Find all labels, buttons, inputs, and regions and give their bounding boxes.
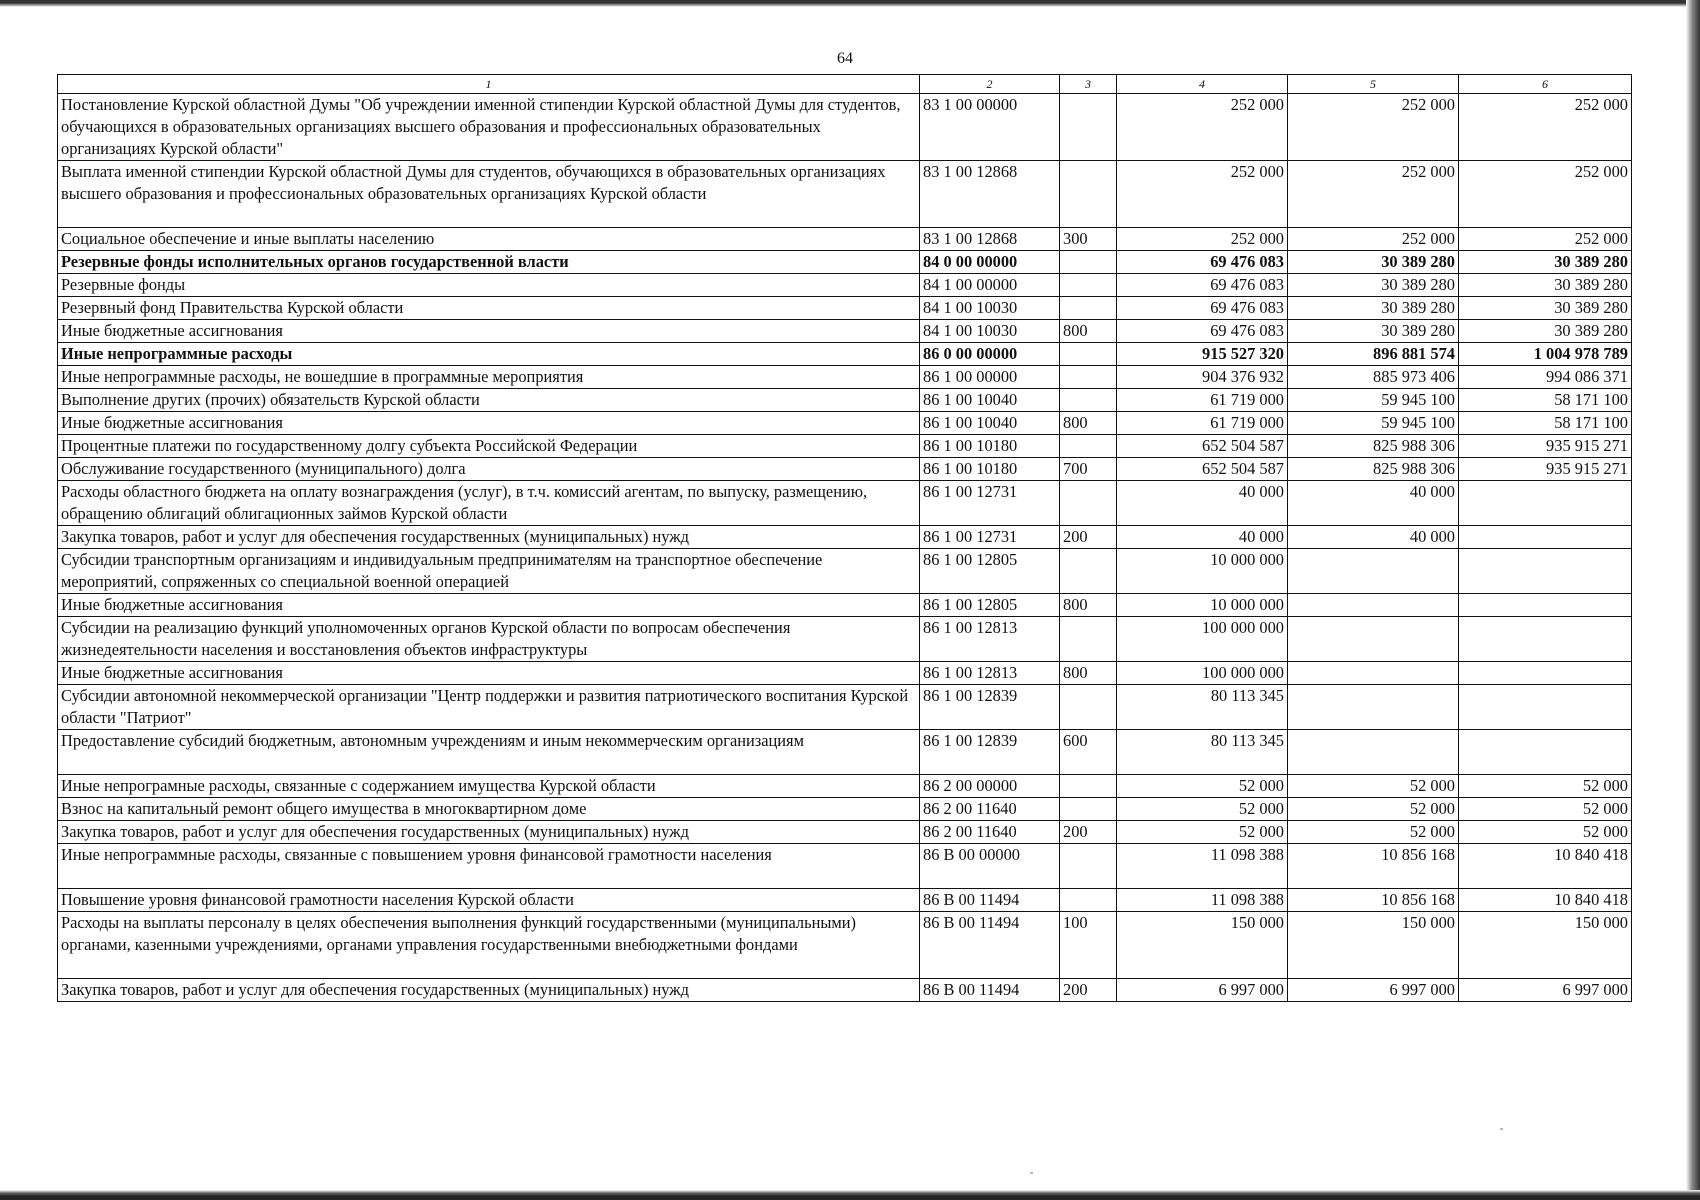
row-code-cell: 86 1 00 12805 (920, 549, 1060, 594)
table-row (58, 912, 1632, 979)
table-row (58, 435, 1632, 458)
row-amount-col5-cell: 30 389 280 (1288, 274, 1459, 297)
row-expense-type-cell (1060, 617, 1117, 662)
row-amount-col6-cell: 52 000 (1459, 821, 1632, 844)
row-name-cell: Выполнение других (прочих) обязательств Курской области (58, 389, 920, 412)
row-amount-col5-cell (1288, 594, 1459, 617)
column-number: 1 (58, 75, 920, 94)
row-amount-col5-cell: 40 000 (1288, 526, 1459, 549)
row-amount-col4-cell: 52 000 (1117, 798, 1288, 821)
row-amount-col4-cell: 252 000 (1117, 161, 1288, 228)
row-amount-col6-cell: 6 997 000 (1459, 979, 1632, 1002)
row-amount-col4-cell: 100 000 000 (1117, 662, 1288, 685)
row-amount-col4-cell: 652 504 587 (1117, 458, 1288, 481)
row-code-cell: 86 В 00 00000 (920, 844, 1060, 889)
row-expense-type-cell (1060, 343, 1117, 366)
row-amount-col6-cell: 10 840 418 (1459, 889, 1632, 912)
row-amount-col4-cell: 61 719 000 (1117, 389, 1288, 412)
table-row (58, 94, 1632, 161)
row-amount-col6-cell (1459, 594, 1632, 617)
row-amount-col5-cell: 10 856 168 (1288, 844, 1459, 889)
row-expense-type-cell: 200 (1060, 979, 1117, 1002)
row-amount-col5-cell: 30 389 280 (1288, 320, 1459, 343)
table-row (58, 274, 1632, 297)
row-amount-col4-cell: 40 000 (1117, 526, 1288, 549)
row-amount-col6-cell: 52 000 (1459, 798, 1632, 821)
row-name-cell: Процентные платежи по государственному долгу субъекта Российской Федерации (58, 435, 920, 458)
table-row (58, 821, 1632, 844)
row-amount-col5-cell: 52 000 (1288, 798, 1459, 821)
table-row (58, 389, 1632, 412)
row-code-cell: 86 1 00 12731 (920, 526, 1060, 549)
row-expense-type-cell (1060, 549, 1117, 594)
row-code-cell: 84 1 00 10030 (920, 297, 1060, 320)
row-amount-col6-cell: 994 086 371 (1459, 366, 1632, 389)
row-code-cell: 86 1 00 10180 (920, 435, 1060, 458)
row-code-cell: 83 1 00 00000 (920, 94, 1060, 161)
row-amount-col5-cell: 52 000 (1288, 775, 1459, 798)
row-amount-col5-cell: 825 988 306 (1288, 435, 1459, 458)
row-expense-type-cell: 700 (1060, 458, 1117, 481)
scan-edge-top (0, 0, 1700, 7)
row-code-cell: 86 1 00 10040 (920, 412, 1060, 435)
column-number: 4 (1117, 75, 1288, 94)
scan-speck (1500, 1128, 1503, 1130)
scan-edge-right (1686, 0, 1700, 1200)
row-amount-col5-cell: 825 988 306 (1288, 458, 1459, 481)
row-amount-col5-cell: 150 000 (1288, 912, 1459, 979)
row-amount-col6-cell: 30 389 280 (1459, 320, 1632, 343)
column-number-row (58, 75, 1632, 94)
row-amount-col4-cell: 69 476 083 (1117, 320, 1288, 343)
row-expense-type-cell (1060, 389, 1117, 412)
row-amount-col4-cell: 69 476 083 (1117, 297, 1288, 320)
table-body (58, 94, 1632, 1002)
row-amount-col4-cell: 69 476 083 (1117, 251, 1288, 274)
row-expense-type-cell (1060, 685, 1117, 730)
row-amount-col4-cell: 904 376 932 (1117, 366, 1288, 389)
table-row (58, 889, 1632, 912)
row-amount-col4-cell: 252 000 (1117, 94, 1288, 161)
row-expense-type-cell (1060, 251, 1117, 274)
row-amount-col4-cell: 52 000 (1117, 775, 1288, 798)
row-expense-type-cell (1060, 435, 1117, 458)
row-code-cell: 86 1 00 12805 (920, 594, 1060, 617)
table-row (58, 320, 1632, 343)
row-code-cell: 86 1 00 12731 (920, 481, 1060, 526)
row-amount-col6-cell: 10 840 418 (1459, 844, 1632, 889)
row-amount-col5-cell (1288, 617, 1459, 662)
row-expense-type-cell (1060, 481, 1117, 526)
row-expense-type-cell: 200 (1060, 526, 1117, 549)
row-code-cell: 86 2 00 11640 (920, 821, 1060, 844)
row-expense-type-cell: 800 (1060, 320, 1117, 343)
row-expense-type-cell: 100 (1060, 912, 1117, 979)
column-number: 3 (1060, 75, 1117, 94)
row-amount-col6-cell: 30 389 280 (1459, 274, 1632, 297)
row-name-cell: Предоставление субсидий бюджетным, автономным учреждениям и иным некоммерческим организациям (58, 730, 920, 775)
row-amount-col4-cell: 40 000 (1117, 481, 1288, 526)
row-code-cell: 83 1 00 12868 (920, 161, 1060, 228)
row-amount-col4-cell: 10 000 000 (1117, 594, 1288, 617)
row-amount-col5-cell: 252 000 (1288, 161, 1459, 228)
table-row (58, 775, 1632, 798)
row-code-cell: 84 1 00 00000 (920, 274, 1060, 297)
table-row (58, 549, 1632, 594)
row-amount-col6-cell (1459, 730, 1632, 775)
row-expense-type-cell (1060, 798, 1117, 821)
row-name-cell: Расходы на выплаты персоналу в целях обеспечения выполнения функций государственными (муниципальными) органами, казенными учреждениями, органами управления государственными внебюджетными фондами (58, 912, 920, 979)
row-amount-col6-cell: 150 000 (1459, 912, 1632, 979)
row-code-cell: 86 1 00 12839 (920, 730, 1060, 775)
row-name-cell: Выплата именной стипендии Курской областной Думы для студентов, обучающихся в образовательных организациях высшего образования и профессиональных образовательных организациях Курской области (58, 161, 920, 228)
row-amount-col5-cell: 896 881 574 (1288, 343, 1459, 366)
row-amount-col4-cell: 252 000 (1117, 228, 1288, 251)
row-amount-col5-cell: 6 997 000 (1288, 979, 1459, 1002)
row-code-cell: 86 1 00 00000 (920, 366, 1060, 389)
row-amount-col4-cell: 915 527 320 (1117, 343, 1288, 366)
table-row (58, 730, 1632, 775)
row-code-cell: 86 1 00 10180 (920, 458, 1060, 481)
row-code-cell: 86 1 00 10040 (920, 389, 1060, 412)
row-amount-col4-cell: 100 000 000 (1117, 617, 1288, 662)
table-row (58, 161, 1632, 228)
row-amount-col6-cell: 58 171 100 (1459, 389, 1632, 412)
table-row (58, 662, 1632, 685)
row-name-cell: Повышение уровня финансовой грамотности населения Курской области (58, 889, 920, 912)
row-amount-col5-cell: 10 856 168 (1288, 889, 1459, 912)
row-code-cell: 86 2 00 11640 (920, 798, 1060, 821)
row-amount-col5-cell: 59 945 100 (1288, 389, 1459, 412)
row-amount-col4-cell: 80 113 345 (1117, 685, 1288, 730)
row-expense-type-cell (1060, 889, 1117, 912)
row-name-cell: Иные бюджетные ассигнования (58, 412, 920, 435)
table-row (58, 481, 1632, 526)
row-name-cell: Обслуживание государственного (муниципального) долга (58, 458, 920, 481)
row-name-cell: Взнос на капитальный ремонт общего имущества в многоквартирном доме (58, 798, 920, 821)
row-amount-col6-cell (1459, 662, 1632, 685)
row-amount-col6-cell: 30 389 280 (1459, 297, 1632, 320)
row-amount-col4-cell: 80 113 345 (1117, 730, 1288, 775)
row-amount-col4-cell: 10 000 000 (1117, 549, 1288, 594)
table-row (58, 617, 1632, 662)
row-amount-col5-cell (1288, 685, 1459, 730)
row-code-cell: 86 1 00 12839 (920, 685, 1060, 730)
column-number: 5 (1288, 75, 1459, 94)
row-name-cell: Расходы областного бюджета на оплату вознаграждения (услуг), в т.ч. комиссий агентам, по выпуску, размещению, обращению облигаций облигационных займов Курской области (58, 481, 920, 526)
row-amount-col6-cell (1459, 526, 1632, 549)
row-name-cell: Субсидии автономной некоммерческой организации "Центр поддержки и развития патриотического воспитания Курской области "Патриот" (58, 685, 920, 730)
row-amount-col4-cell: 11 098 388 (1117, 844, 1288, 889)
row-name-cell: Закупка товаров, работ и услуг для обеспечения государственных (муниципальных) нужд (58, 979, 920, 1002)
budget-table (57, 74, 1632, 1002)
row-name-cell: Резервные фонды исполнительных органов государственной власти (58, 251, 920, 274)
row-amount-col4-cell: 150 000 (1117, 912, 1288, 979)
row-amount-col6-cell: 30 389 280 (1459, 251, 1632, 274)
table-row (58, 594, 1632, 617)
row-expense-type-cell: 200 (1060, 821, 1117, 844)
row-name-cell: Иные непрограммные расходы, не вошедшие в программные мероприятия (58, 366, 920, 389)
row-amount-col4-cell: 52 000 (1117, 821, 1288, 844)
table-row (58, 979, 1632, 1002)
row-amount-col5-cell (1288, 549, 1459, 594)
row-amount-col5-cell: 59 945 100 (1288, 412, 1459, 435)
row-amount-col5-cell: 52 000 (1288, 821, 1459, 844)
row-code-cell: 86 1 00 12813 (920, 662, 1060, 685)
row-amount-col5-cell (1288, 730, 1459, 775)
table-row (58, 366, 1632, 389)
row-expense-type-cell (1060, 844, 1117, 889)
row-code-cell: 86 В 00 11494 (920, 979, 1060, 1002)
table-row (58, 412, 1632, 435)
row-amount-col6-cell: 58 171 100 (1459, 412, 1632, 435)
row-amount-col6-cell: 252 000 (1459, 161, 1632, 228)
row-expense-type-cell (1060, 297, 1117, 320)
row-amount-col6-cell (1459, 549, 1632, 594)
row-name-cell: Иные бюджетные ассигнования (58, 320, 920, 343)
row-amount-col5-cell: 40 000 (1288, 481, 1459, 526)
row-expense-type-cell: 800 (1060, 594, 1117, 617)
row-code-cell: 86 2 00 00000 (920, 775, 1060, 798)
row-code-cell: 84 0 00 00000 (920, 251, 1060, 274)
row-code-cell: 84 1 00 10030 (920, 320, 1060, 343)
row-name-cell: Закупка товаров, работ и услуг для обеспечения государственных (муниципальных) нужд (58, 526, 920, 549)
row-name-cell: Закупка товаров, работ и услуг для обеспечения государственных (муниципальных) нужд (58, 821, 920, 844)
table-row (58, 798, 1632, 821)
table-row (58, 685, 1632, 730)
row-amount-col6-cell (1459, 481, 1632, 526)
row-amount-col4-cell: 652 504 587 (1117, 435, 1288, 458)
row-amount-col5-cell (1288, 662, 1459, 685)
table-row (58, 526, 1632, 549)
row-name-cell: Иные непрограммные расходы (58, 343, 920, 366)
row-expense-type-cell (1060, 94, 1117, 161)
row-name-cell: Постановление Курской областной Думы "Об учреждении именной стипендии Курской областной Думы для студентов, обучающихся в образовательных организациях высшего образования и профессиональных образовательных организациях Курской области" (58, 94, 920, 161)
row-amount-col6-cell (1459, 685, 1632, 730)
row-expense-type-cell: 600 (1060, 730, 1117, 775)
row-expense-type-cell (1060, 366, 1117, 389)
row-name-cell: Социальное обеспечение и иные выплаты населению (58, 228, 920, 251)
row-amount-col6-cell: 935 915 271 (1459, 435, 1632, 458)
row-amount-col6-cell: 52 000 (1459, 775, 1632, 798)
row-amount-col5-cell: 30 389 280 (1288, 251, 1459, 274)
row-name-cell: Субсидии транспортным организациям и индивидуальным предпринимателям на транспортное обеспечение мероприятий, сопряженных со специальной военной операцией (58, 549, 920, 594)
row-expense-type-cell: 800 (1060, 412, 1117, 435)
table-row (58, 228, 1632, 251)
row-amount-col5-cell: 252 000 (1288, 228, 1459, 251)
table-row (58, 458, 1632, 481)
row-code-cell: 83 1 00 12868 (920, 228, 1060, 251)
scan-speck (1030, 1172, 1033, 1174)
row-name-cell: Резервный фонд Правительства Курской области (58, 297, 920, 320)
row-name-cell: Субсидии на реализацию функций уполномоченных органов Курской области по вопросам обеспечения жизнедеятельности населения и восстановления объектов инфраструктуры (58, 617, 920, 662)
column-number: 6 (1459, 75, 1632, 94)
row-amount-col4-cell: 11 098 388 (1117, 889, 1288, 912)
row-amount-col5-cell: 885 973 406 (1288, 366, 1459, 389)
row-amount-col6-cell (1459, 617, 1632, 662)
table-row (58, 343, 1632, 366)
table-row (58, 844, 1632, 889)
row-amount-col5-cell: 252 000 (1288, 94, 1459, 161)
column-number: 2 (920, 75, 1060, 94)
row-expense-type-cell (1060, 274, 1117, 297)
row-expense-type-cell: 300 (1060, 228, 1117, 251)
row-amount-col4-cell: 69 476 083 (1117, 274, 1288, 297)
row-code-cell: 86 1 00 12813 (920, 617, 1060, 662)
row-name-cell: Иные непрограмные расходы, связанные с содержанием имущества Курской области (58, 775, 920, 798)
table-row (58, 251, 1632, 274)
row-amount-col6-cell: 1 004 978 789 (1459, 343, 1632, 366)
row-code-cell: 86 В 00 11494 (920, 889, 1060, 912)
row-amount-col6-cell: 935 915 271 (1459, 458, 1632, 481)
row-name-cell: Иные бюджетные ассигнования (58, 594, 920, 617)
row-code-cell: 86 В 00 11494 (920, 912, 1060, 979)
row-expense-type-cell: 800 (1060, 662, 1117, 685)
page-number: 64 (837, 50, 853, 67)
row-name-cell: Иные бюджетные ассигнования (58, 662, 920, 685)
row-expense-type-cell (1060, 161, 1117, 228)
row-amount-col4-cell: 61 719 000 (1117, 412, 1288, 435)
row-expense-type-cell (1060, 775, 1117, 798)
row-amount-col5-cell: 30 389 280 (1288, 297, 1459, 320)
row-name-cell: Резервные фонды (58, 274, 920, 297)
table-row (58, 297, 1632, 320)
row-amount-col6-cell: 252 000 (1459, 94, 1632, 161)
row-code-cell: 86 0 00 00000 (920, 343, 1060, 366)
row-amount-col6-cell: 252 000 (1459, 228, 1632, 251)
row-amount-col4-cell: 6 997 000 (1117, 979, 1288, 1002)
scan-edge-bottom (0, 1190, 1700, 1200)
row-name-cell: Иные непрограммные расходы, связанные с повышением уровня финансовой грамотности населения (58, 844, 920, 889)
